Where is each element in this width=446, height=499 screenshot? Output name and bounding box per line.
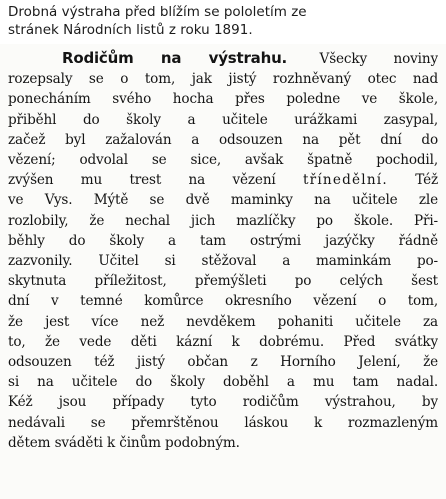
article-line: vězení; odvolal se sice, avšak špatně pochodil, xyxy=(8,152,438,169)
article-line: dní v temné komůrce okresního vězení o tom, xyxy=(8,293,438,310)
article-line: si na učitele do školy doběhl a mu tam nadal. xyxy=(8,374,438,391)
article-spaced-word: třínedělní. xyxy=(303,172,388,189)
article-line xyxy=(8,170,438,190)
article-line: Kéž jsou případy tyto rodičům výstrahou, by xyxy=(8,394,438,411)
article-line: zazvonily. Učitel si stěžoval a maminkám po- xyxy=(8,253,438,270)
article-line: že jest více než nevděkem pohaniti učitele za xyxy=(8,313,438,330)
article-line: rozlobily, že nechal jich mazlíčky po škole. Při- xyxy=(8,212,438,229)
caption-line-2: stránek Národních listů z roku 1891. xyxy=(8,22,253,38)
caption-line-1: Drobná výstraha před blížím se pololetím ze xyxy=(8,4,307,20)
article-line: rozepsaly se o tom, jak jistý rozhněvaný otec nad xyxy=(8,71,438,88)
newspaper-clipping xyxy=(0,44,446,499)
article-headline: Rodičům na výstrahu. xyxy=(62,49,288,67)
article-line: odsouzen též jistý občan z Horního Jelení, že xyxy=(8,354,438,371)
article-line: přiběhl do školy a učitele urážkami zasypal, xyxy=(8,111,438,128)
article-line: začež byl zažalován a odsouzen na pět dní do xyxy=(8,131,438,148)
article-line-text: zvýšen mu trest na vězení xyxy=(8,172,276,189)
article-line-text: Všecky noviny xyxy=(319,51,438,67)
article-line xyxy=(8,48,438,69)
article-line: ponecháním svého hocha přes poledne ve škole, xyxy=(8,91,438,108)
article-line: ve Vys. Mýtě se dvě maminky na učitele zle xyxy=(8,192,438,209)
article-body xyxy=(8,48,438,453)
caption-bar xyxy=(0,0,446,44)
article-line: skytnuta příležitost, přemýšleti po celých šest xyxy=(8,273,438,290)
article-line: to, že vede děti kázní k dobrému. Před svátky xyxy=(8,333,438,350)
article-line: běhly do školy a tam ostrými jazýčky řádně xyxy=(8,232,438,249)
article-line: nedávali se přemrštěnou láskou k rozmazleným xyxy=(8,414,438,431)
article-line: dětem sváděti k činům podobným. xyxy=(8,434,240,451)
article-line-text: Též xyxy=(415,172,438,189)
